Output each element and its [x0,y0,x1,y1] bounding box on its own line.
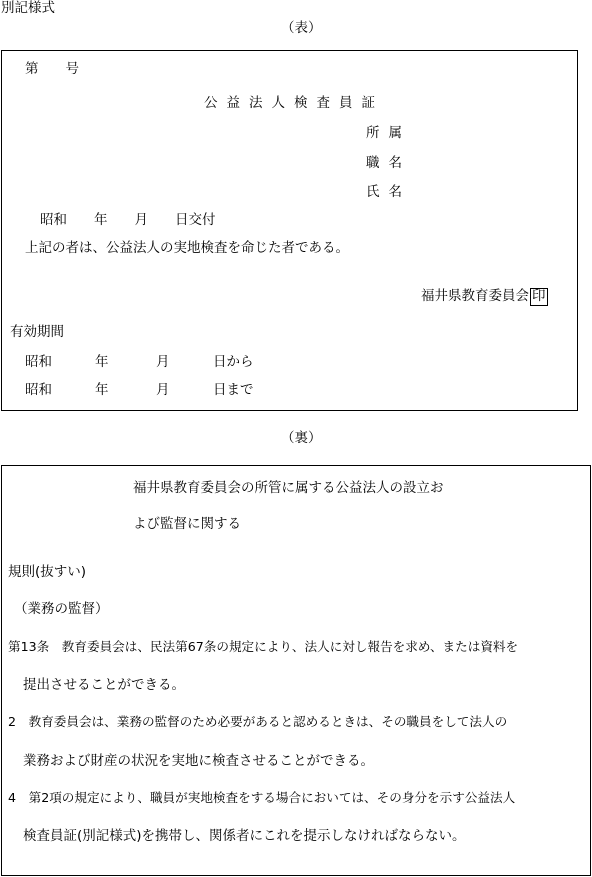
valid-until-day: 日まで [213,382,254,398]
affiliation-label: 所属 [366,125,411,141]
clause2-line1: 2 教育委員会は、業務の監督のため必要があると認めるときは、その職員をして法人の [8,714,508,729]
article13-line1: 第13条 教育委員会は、民法第67条の規定により、法人に対し報告を求め、または資料を [8,639,519,654]
article13-line2: 提出させることができる。 [23,677,185,693]
doc-label: 別記様式 [1,0,55,16]
back-title-line2: よび監督に関する [133,516,241,532]
issuer [421,288,548,306]
name-label: 氏名 [366,184,411,200]
rules-title: 規則(抜すい) [8,564,87,580]
valid-from-era: 昭和 [25,354,52,370]
clause4-line1: 4 第2項の規定により、職員が実地検査をする場合においては、その身分を示す公益法人 [8,790,516,805]
position-label: 職名 [366,155,411,171]
valid-from-year: 年 [95,354,109,370]
back-title-line1: 福井県教育委員会の所管に属する公益法人の設立お [133,480,444,496]
valid-until-era: 昭和 [25,382,52,398]
valid-from-month: 月 [156,354,170,370]
valid-until-year: 年 [95,382,109,398]
valid-until-month: 月 [156,382,170,398]
statement: 上記の者は、公益法人の実地検査を命じた者である。 [25,240,349,256]
valid-from-day: 日から [213,354,254,370]
clause4-line2: 検査員証(別記様式)を携帯し、関係者にこれを提示しなければならない。 [23,828,466,844]
number-label: 第 号 [25,61,79,77]
clause2-line2: 業務および財産の状況を実地に検査させることができる。 [23,753,374,769]
section-heading: （業務の監督） [14,601,109,617]
seal-mark: 印 [532,288,546,304]
back-heading: （裏） [281,430,322,446]
issuer-name: 福井県教育委員会 [421,288,529,304]
front-heading: （表） [281,20,322,36]
validity-label: 有効期間 [10,324,64,340]
certificate-title: 公益法人検査員証 [204,95,384,111]
back-rules-box [1,465,591,876]
issue-date: 昭和 年 月 日交付 [40,212,216,228]
